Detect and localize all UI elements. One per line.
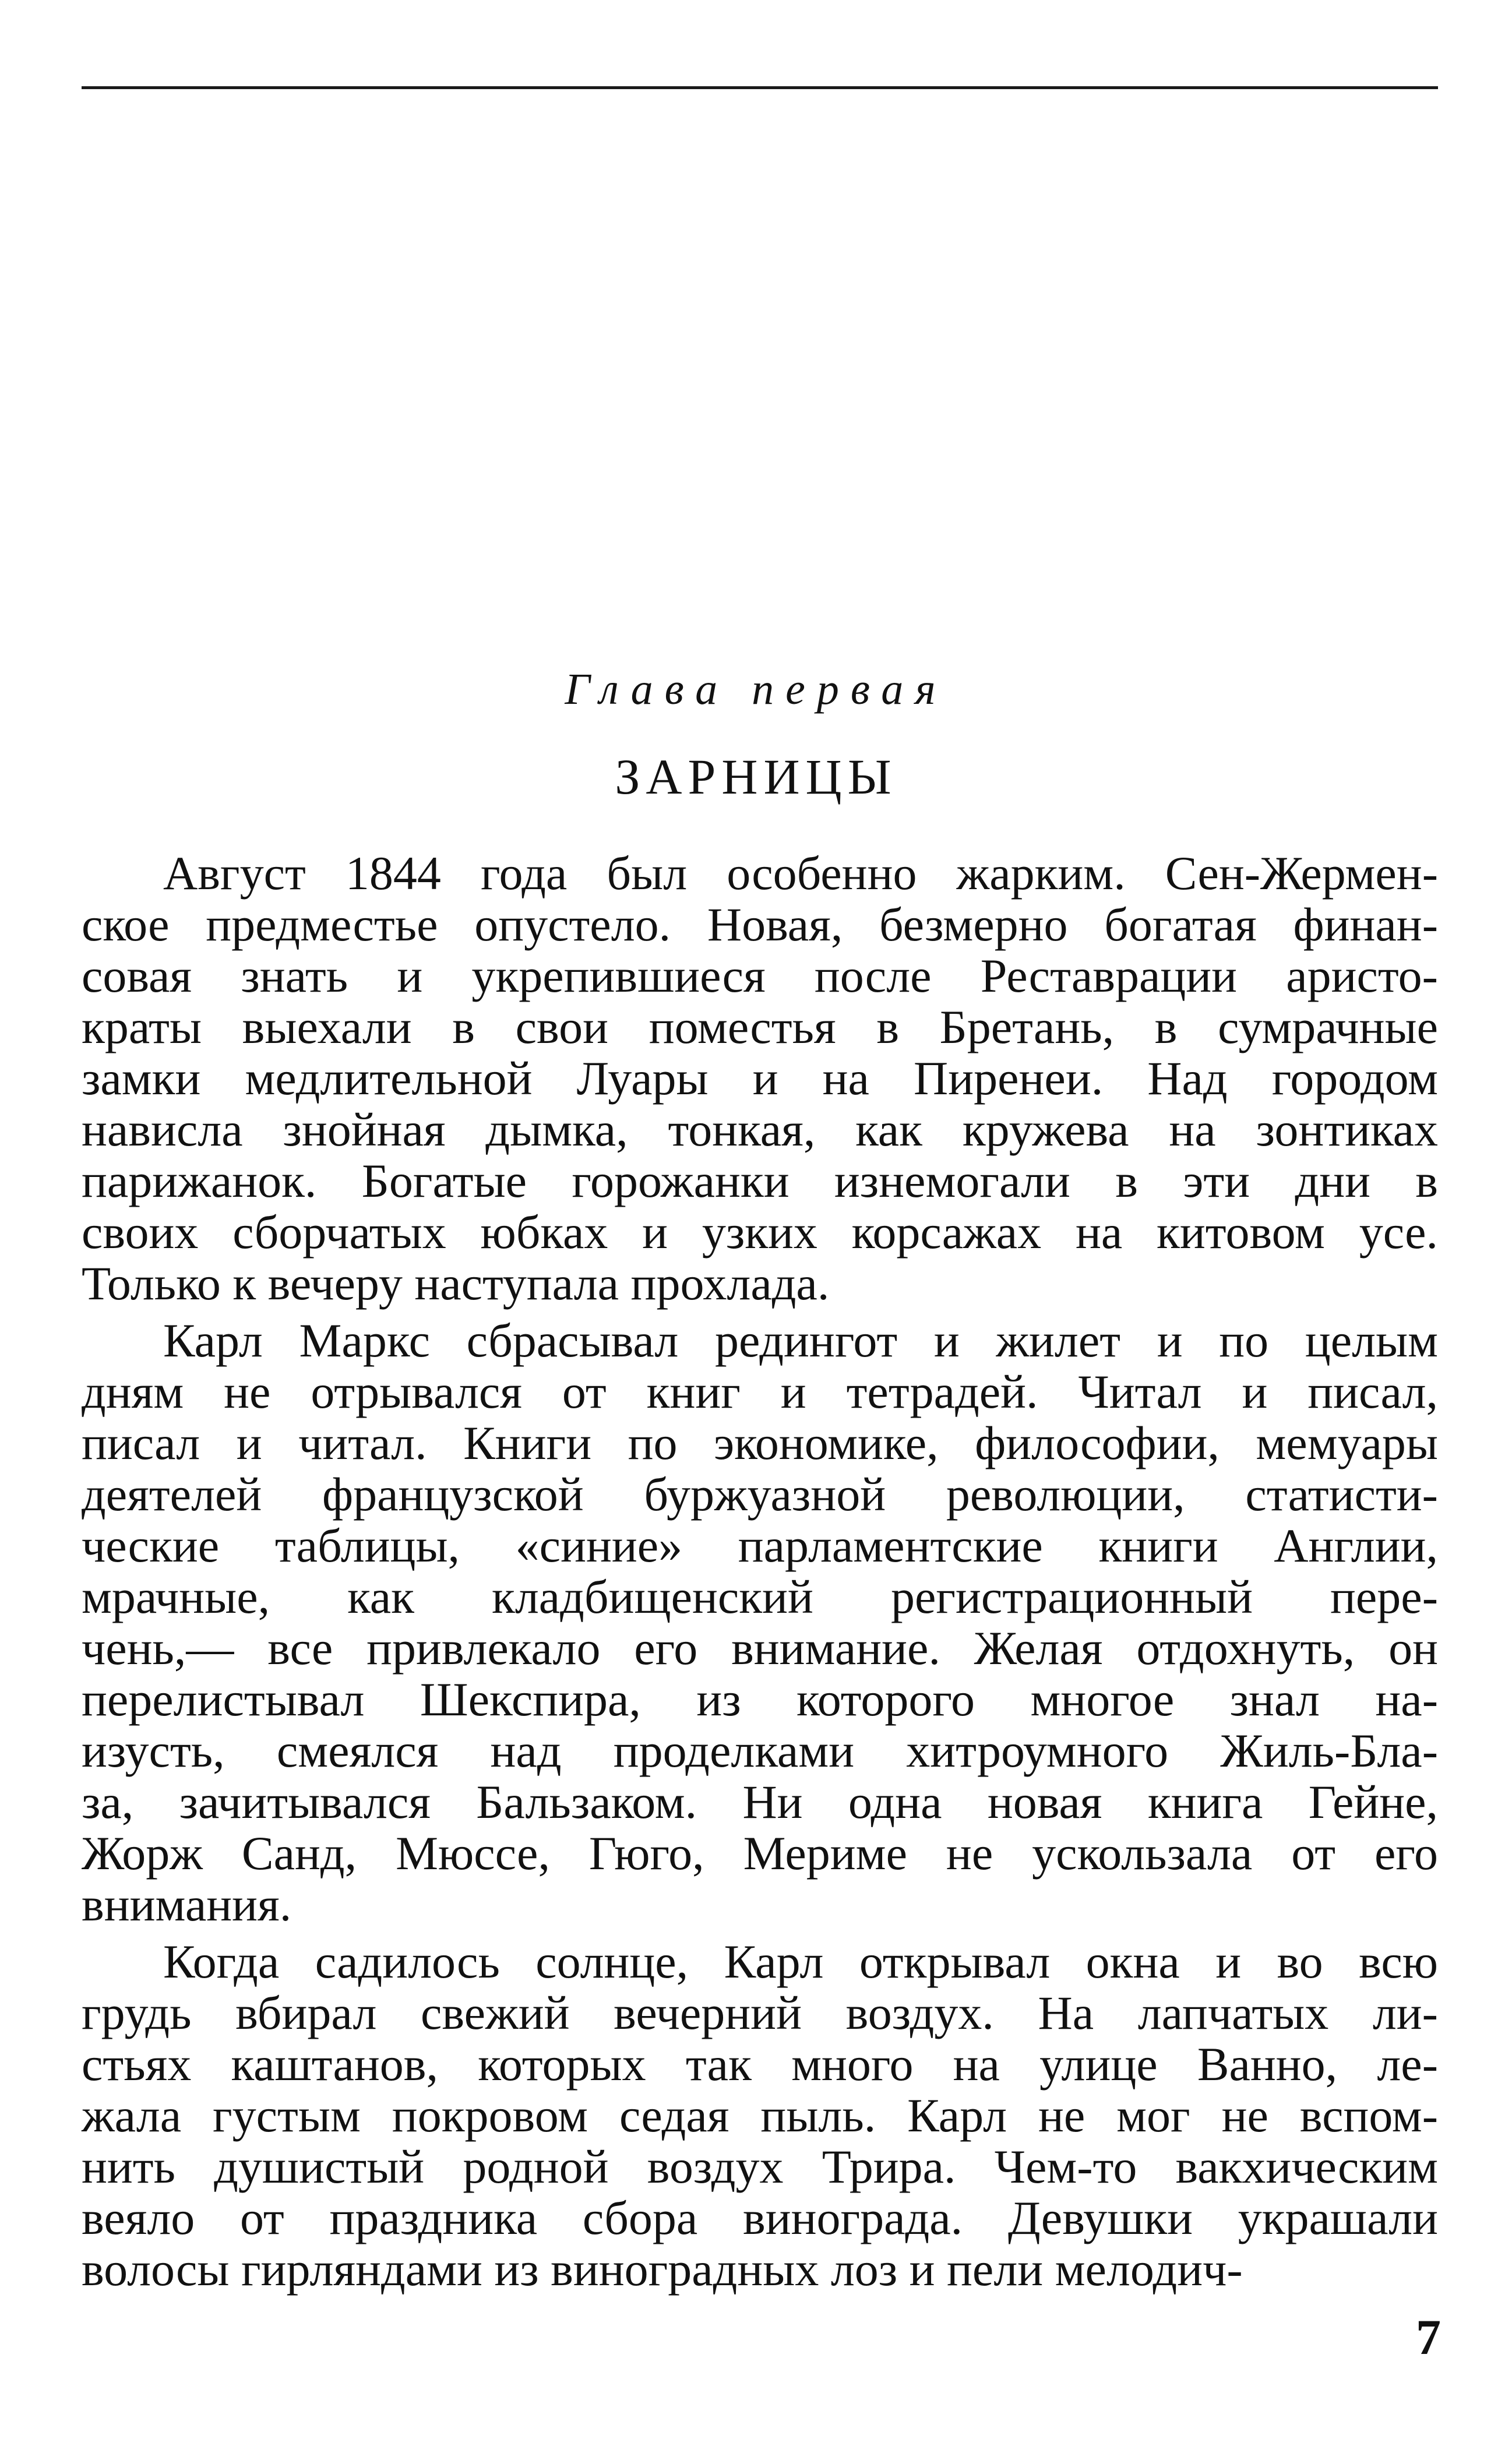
text-line: замки медлительной Луары и на Пиренеи. Над городом: [82, 1052, 1438, 1105]
text-line: жала густым покровом седая пыль. Карл не мог не вспом-: [82, 2089, 1438, 2142]
text-line: Жорж Санд, Мюссе, Гюго, Мериме не ускользала от его: [82, 1827, 1438, 1880]
text-line: ческие таблицы, «синие» парламентские книги Англии,: [82, 1519, 1438, 1572]
text-line: Август 1844 года был особенно жарким. Сен-Жермен-: [163, 847, 1438, 900]
text-line: грудь вбирал свежий вечерний воздух. На лапчатых ли-: [82, 1986, 1438, 2039]
text-line: веяло от праздника сбора винограда. Девушки украшали: [82, 2191, 1438, 2244]
text-line: краты выехали в свои поместья в Бретань, в сумрачные: [82, 1000, 1438, 1053]
text-line: ское предместье опустело. Новая, безмерно богатая финан-: [82, 898, 1438, 951]
text-line: совая знать и укрепившиеся после Реставрации аристо-: [82, 949, 1438, 1002]
text-line: парижанок. Богатые горожанки изнемогали в эти дни в: [82, 1154, 1438, 1207]
paragraph: [82, 848, 1438, 1309]
top-rule: [82, 86, 1438, 89]
body-text: [82, 848, 1438, 2301]
text-line: чень,— все привлекало его внимание. Желая отдохнуть, он: [82, 1622, 1438, 1675]
paragraph: [82, 1315, 1438, 1930]
page-number: 7: [1416, 2309, 1441, 2365]
text-line: Карл Маркс сбрасывал редингот и жилет и по целым: [163, 1314, 1438, 1367]
text-line: мрачные, как кладбищенский регистрационный пере-: [82, 1570, 1438, 1623]
text-line: Когда садилось солнце, Карл открывал окна и во всю: [163, 1935, 1438, 1988]
text-line: волосы гирляндами из виноградных лоз и пели мелодич-: [82, 2243, 1243, 2296]
text-line: Только к вечеру наступала прохлада.: [82, 1257, 830, 1310]
text-line: нависла знойная дымка, тонкая, как кружева на зонтиках: [82, 1103, 1438, 1156]
text-line: перелистывал Шекспира, из которого многое знал на-: [82, 1673, 1438, 1726]
chapter-title: ЗАРНИЦЫ: [615, 749, 897, 805]
text-line: писал и читал. Книги по экономике, философии, мемуары: [82, 1416, 1438, 1469]
text-line: своих сборчатых юбках и узких корсажах на китовом усе.: [82, 1206, 1438, 1259]
text-line: изусть, смеялся над проделками хитроумного Жиль-Бла-: [82, 1724, 1438, 1777]
text-line: стьях каштанов, которых так много на улице Ванно, ле-: [82, 2038, 1438, 2091]
text-line: внимания.: [82, 1878, 292, 1931]
chapter-label: Глава первая: [565, 665, 947, 714]
paragraph: [82, 1936, 1438, 2295]
text-line: за, зачитывался Бальзаком. Ни одна новая книга Гейне,: [82, 1775, 1438, 1828]
text-line: деятелей французской буржуазной революции, статисти-: [82, 1468, 1438, 1521]
text-line: нить душистый родной воздух Трира. Чем-то вакхическим: [82, 2140, 1438, 2193]
text-line: дням не отрывался от книг и тетрадей. Читал и писал,: [82, 1365, 1438, 1418]
